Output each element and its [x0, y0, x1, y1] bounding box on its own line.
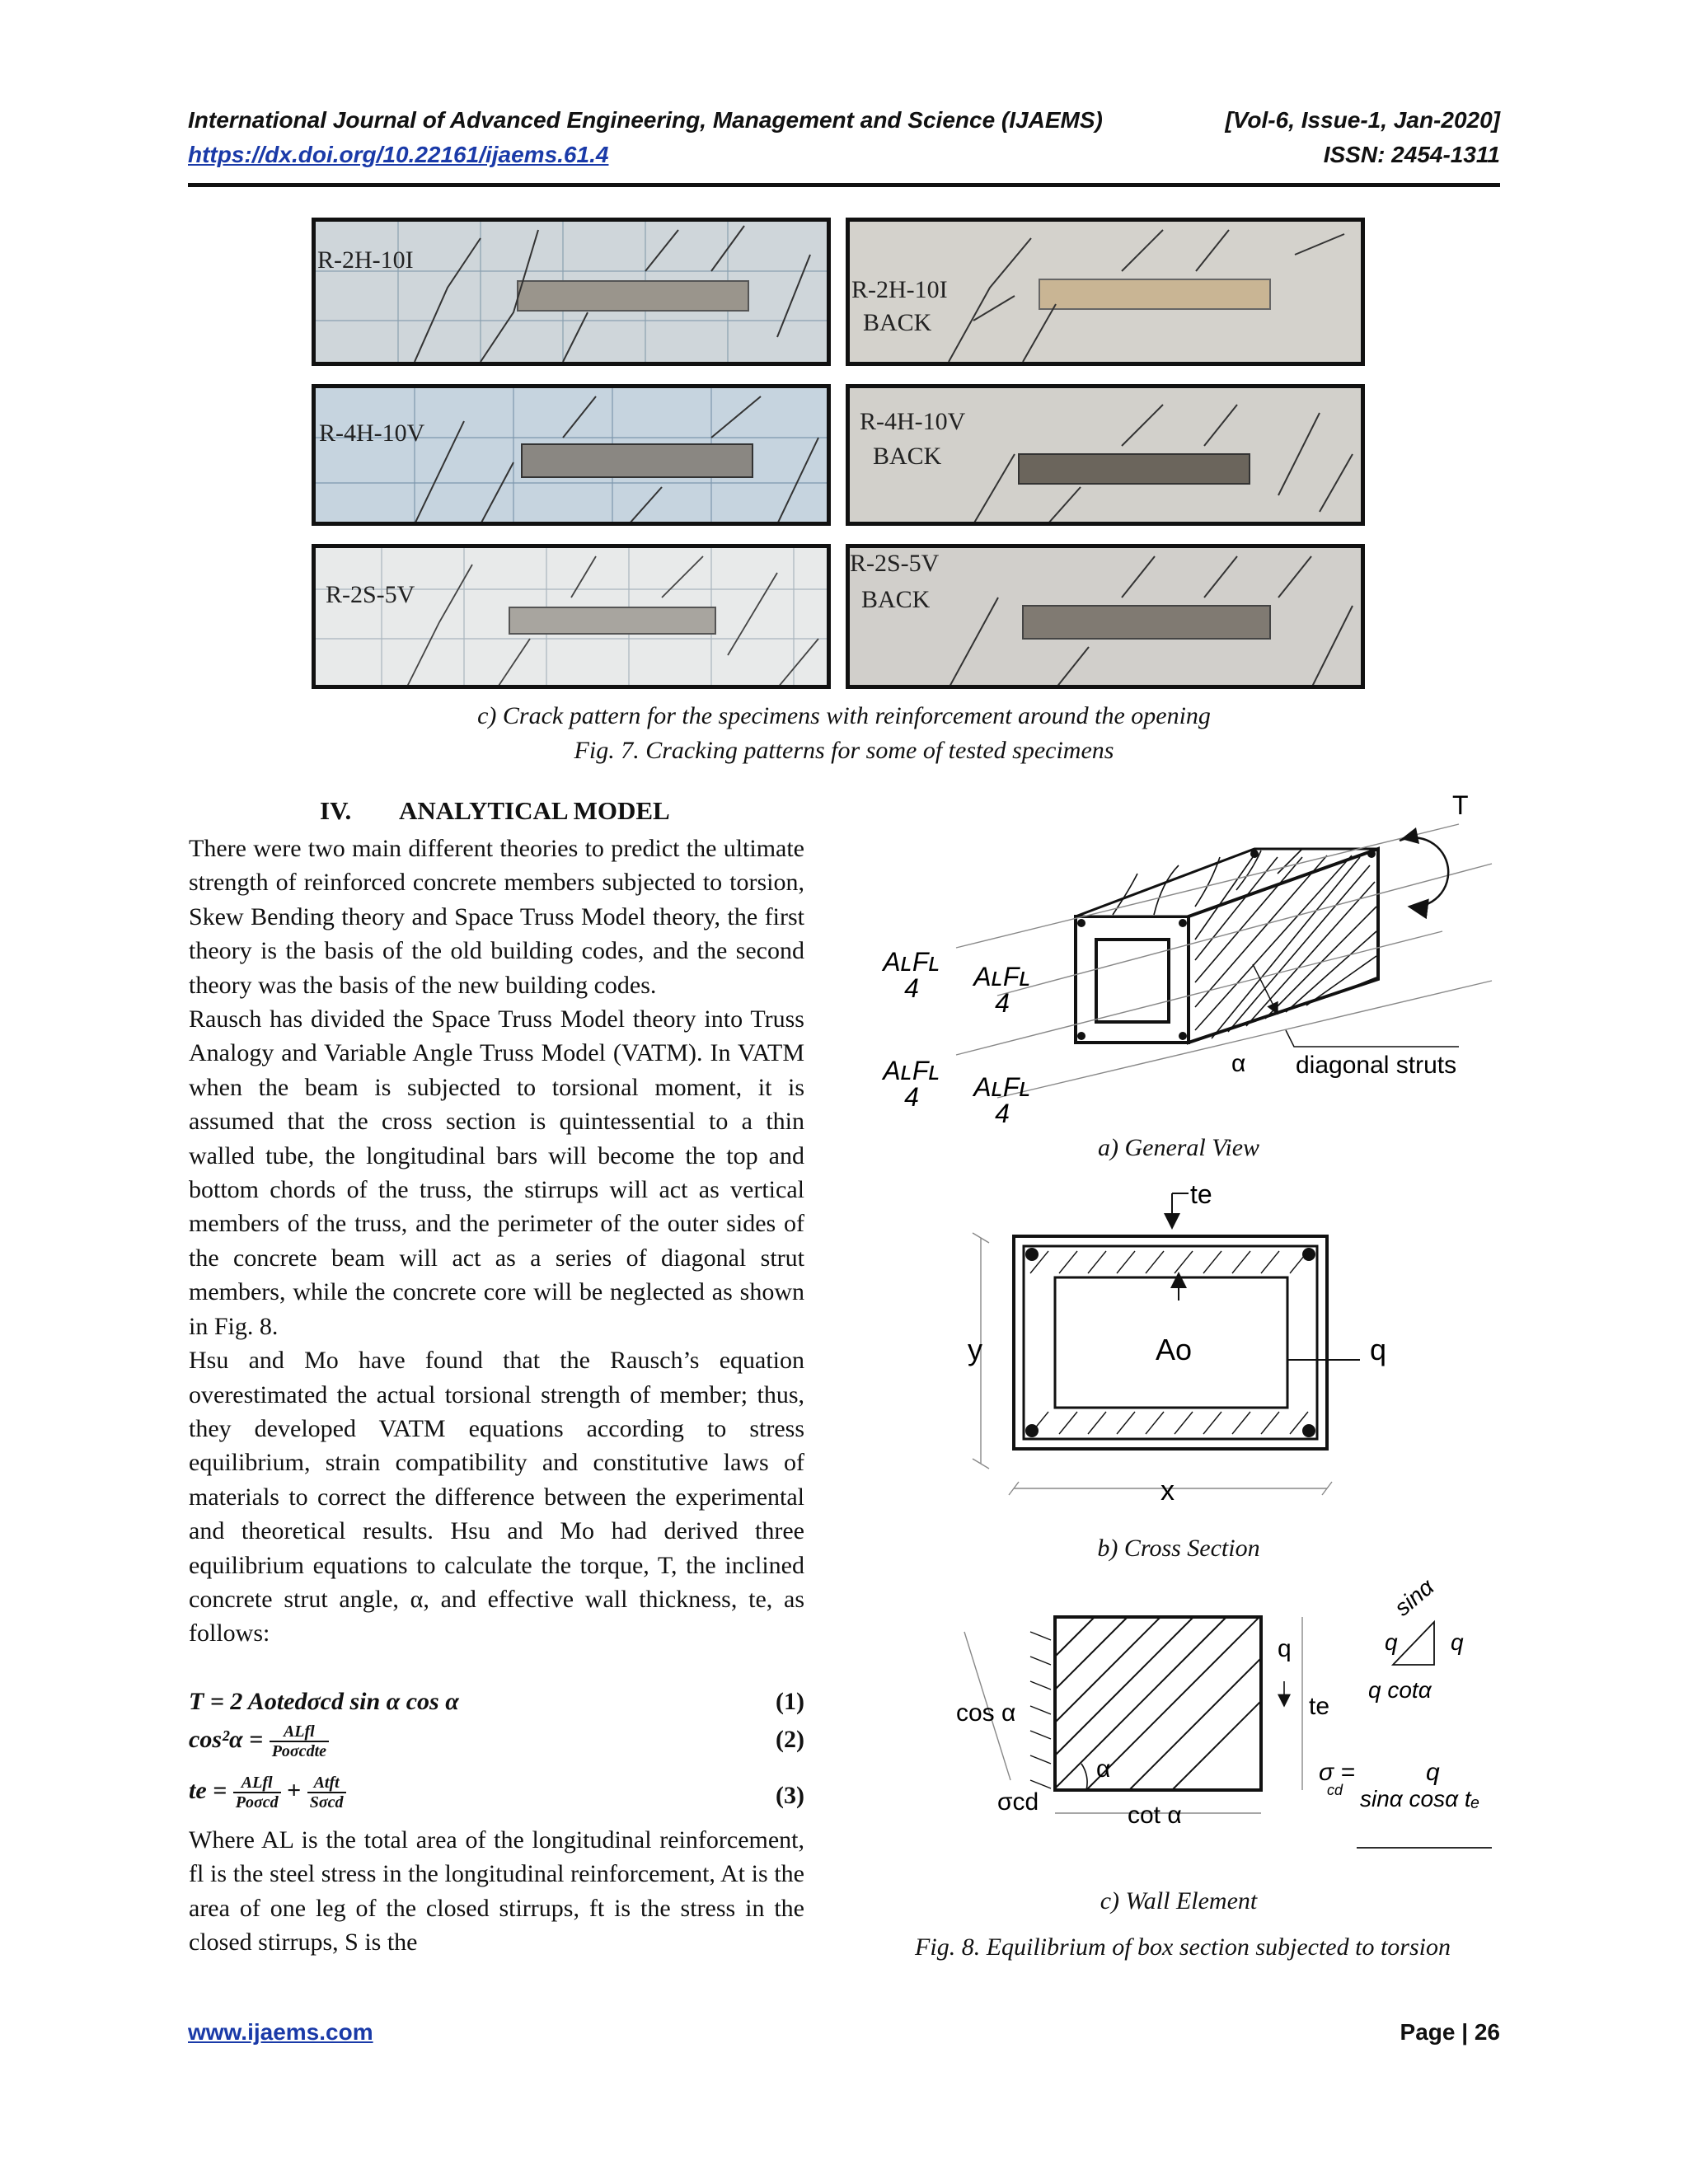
volume-info: [Vol-6, Issue-1, Jan-2020]: [1225, 107, 1500, 133]
fraction: [307, 1774, 346, 1811]
equation-number: (3): [776, 1782, 804, 1809]
numerator: ALfl: [233, 1774, 281, 1793]
photo-label-back: BACK: [863, 309, 932, 336]
page-footer: [188, 2019, 1500, 2046]
equation-number: (1): [776, 1688, 804, 1715]
page-number: Page | 26: [1400, 2019, 1500, 2045]
journal-title: International Journal of Advanced Engineering, Management and Science (IJAEMS): [188, 107, 1103, 133]
force-denominator: 4: [904, 973, 919, 1003]
Ao-label: Ao: [1156, 1333, 1193, 1366]
subcaption-c: c) Crack pattern for the specimens with reinforcement around the opening: [477, 702, 1211, 729]
wall-q-label: q: [1278, 1635, 1292, 1662]
header-rule: [188, 183, 1500, 187]
issn: ISSN: 2454-1311: [1323, 142, 1500, 167]
figure8-diagram: [865, 791, 1525, 1929]
photo-label: R-2H-10I: [317, 246, 414, 274]
section-heading: [320, 796, 670, 826]
torque-label: T: [1452, 791, 1469, 820]
crack-sketch: [316, 222, 831, 366]
equation-body: T = 2 Aotedσcd sin α cos α: [189, 1688, 459, 1715]
denominator: Poσcd: [235, 1793, 279, 1811]
figure8b-caption: b) Cross Section: [1097, 1535, 1260, 1562]
cot-alpha-label: cot α: [1128, 1802, 1182, 1829]
te-label: te: [1190, 1179, 1212, 1209]
denominator: Sσcd: [309, 1793, 344, 1811]
doi-link[interactable]: https://dx.doi.org/10.22161/ijaems.61.4: [188, 142, 609, 167]
q-label: q: [1370, 1333, 1387, 1366]
specimen-photo: [846, 218, 1365, 366]
section-title: ANALYTICAL MODEL: [399, 796, 670, 825]
q-cot-label: q cotα: [1368, 1677, 1432, 1703]
figure8a-caption: a) General View: [1097, 1134, 1260, 1161]
wall-element: [964, 1617, 1492, 1848]
website-link[interactable]: www.ijaems.com: [188, 2019, 373, 2045]
equation-1: [189, 1688, 804, 1716]
force-label: AʟFʟ: [973, 962, 1031, 991]
fraction: [270, 1722, 329, 1760]
sigma-eq-numerator: q: [1426, 1759, 1440, 1786]
specimen-photo: [312, 544, 831, 689]
diagonal-struts-label: diagonal struts: [1296, 1052, 1457, 1079]
sigma-eq-lhs: σ =: [1319, 1759, 1355, 1786]
figure7-caption: Fig. 7. Cracking patterns for some of tested specimens: [574, 737, 1114, 764]
photo-label-back: BACK: [873, 443, 942, 470]
sigma-eq-sub: cd: [1327, 1782, 1343, 1798]
photo-label: R-2H-10I: [851, 276, 948, 303]
photo-label: R-4H-10V: [860, 408, 966, 435]
triangle-q2-label: q: [1451, 1629, 1464, 1655]
equation-2: [189, 1722, 804, 1760]
denominator: Poσcdte: [271, 1742, 326, 1760]
specimen-photo: [312, 218, 831, 366]
photo-label: R-2S-5V: [326, 581, 415, 608]
equation-lhs: cos²α =: [189, 1725, 264, 1753]
numerator: Atft: [307, 1774, 346, 1793]
photo-label: R-4H-10V: [319, 419, 425, 447]
equation-number: (2): [776, 1726, 804, 1753]
force-denominator: 4: [904, 1082, 919, 1112]
force-denominator: 4: [995, 988, 1010, 1018]
page-header: [188, 107, 1500, 176]
figure8c-caption: c) Wall Element: [1100, 1887, 1258, 1915]
specimen-photo: [312, 384, 831, 526]
crack-sketch: [316, 388, 831, 526]
wall-alpha-label: α: [1096, 1755, 1111, 1783]
y-label: y: [968, 1333, 982, 1366]
sin-alpha-label: sinα: [1389, 1573, 1439, 1621]
section-number: IV.: [320, 796, 352, 825]
specimen-photo: [846, 384, 1365, 526]
sigma-cd-label: σcd: [997, 1788, 1039, 1816]
force-labels: [881, 947, 1031, 1128]
fraction: [233, 1774, 281, 1811]
photo-label: R-2S-5V: [850, 550, 940, 577]
force-label: AʟFʟ: [883, 947, 940, 977]
equation-3: [189, 1774, 804, 1811]
paragraph: Hsu and Mo have found that the Rausch’s equation overestimated the actual torsional strength of member; thus, they developed VATM equations according to stress equilibrium, strain compatibility and constitutive laws of materials to correct the difference between the experimental and theoretical results. Hsu and Mo had derived three equilibrium equations to calculate the torque, T, the inclined concrete strut angle, α, and effective wall thickness, te, as follows:: [189, 1347, 804, 1647]
cos-alpha-label: cos α: [956, 1699, 1016, 1727]
body-text-continued: [189, 1823, 804, 1960]
x-label: x: [1160, 1475, 1175, 1507]
alpha-label: α: [1231, 1050, 1246, 1077]
force-label: AʟFʟ: [973, 1072, 1031, 1102]
body-text: [189, 832, 804, 1651]
specimen-photo: [846, 544, 1365, 689]
paragraph: Where AL is the total area of the longitudinal reinforcement, fl is the steel stress in the longitudinal reinforcement, At is the area of one leg of the closed stirrups, ft is the stress in the closed stirrups, S is the: [189, 1826, 804, 1957]
wall-te-label: te: [1309, 1693, 1330, 1720]
paragraph: Rausch has divided the Space Truss Model theory into Truss Analogy and Variable Angle Truss Model (VATM). In VATM when the beam is subjected to torsional moment, it is assumed that the cross section is quintessential to a thin walled tube, the longitudinal bars will become the top and bottom chords of the truss, the stirrups will act as vertical members of the truss, and the perimeter of the outer sides of the concrete beam will act as a series of diagonal strut members, while the concrete core will be neglected as shown in Fig. 8.: [189, 1005, 804, 1340]
sigma-eq-denominator: sinα cosα tₑ: [1360, 1786, 1480, 1811]
plus-sign: +: [287, 1776, 302, 1804]
figure8-caption: Fig. 8. Equilibrium of box section subjected to torsion: [915, 1933, 1451, 1961]
force-label: AʟFʟ: [883, 1056, 940, 1085]
paragraph: There were two main different theories to predict the ultimate strength of reinforced concrete members subjected to torsion, Skew Bending theory and Space Truss Model theory, the first theory is the basis of the old building codes, and the second theory was the basis of the new building codes.: [189, 835, 804, 999]
crack-sketch: [316, 548, 831, 689]
triangle-q-label: q: [1385, 1629, 1398, 1655]
equation-lhs: te =: [189, 1776, 227, 1804]
numerator: ALfl: [270, 1722, 329, 1742]
force-denominator: 4: [995, 1099, 1010, 1128]
photo-label-back: BACK: [861, 586, 931, 613]
